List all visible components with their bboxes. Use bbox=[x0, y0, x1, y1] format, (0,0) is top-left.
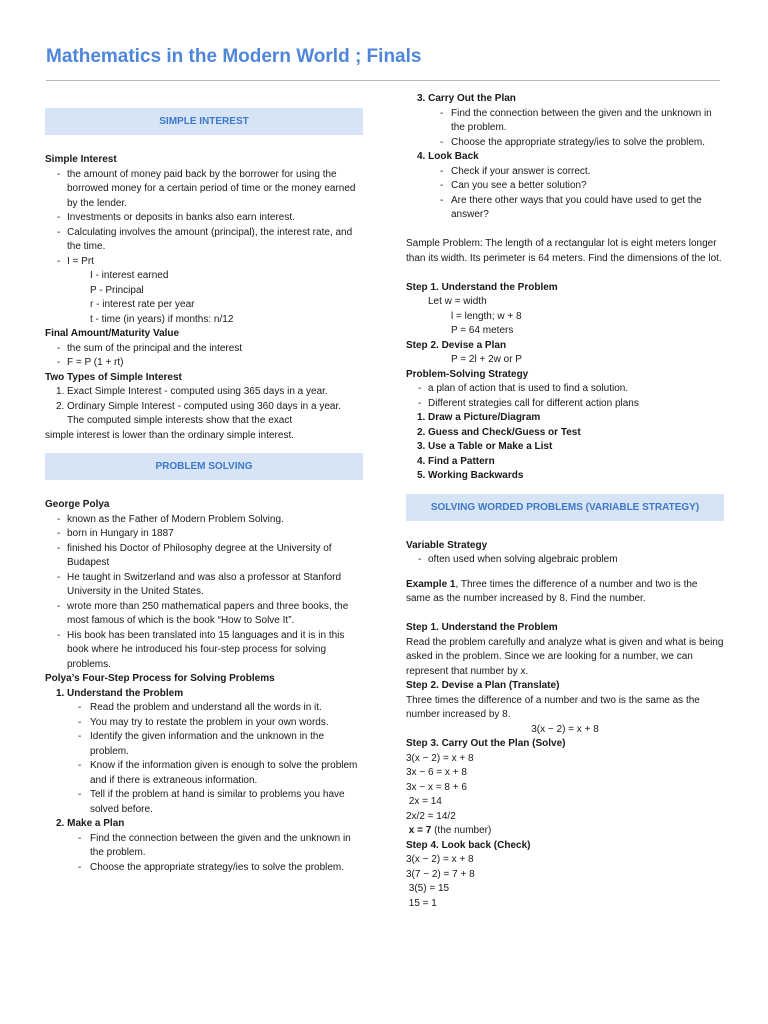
step-3-label: 3. Carry Out the Plan bbox=[417, 93, 516, 104]
list-item: - born in Hungary in 1887 bbox=[45, 527, 363, 542]
types-note: The computed simple interests show that the exact bbox=[67, 415, 293, 426]
simple-interest-heading: Simple Interest bbox=[45, 154, 117, 165]
strategy-text: Working Backwards bbox=[428, 470, 524, 481]
page-title: Mathematics in the Modern World ; Finals bbox=[46, 46, 422, 67]
let-line: P = 64 meters bbox=[451, 325, 514, 336]
list-item: - wrote more than 250 mathematical papers and three books, the most famous of which is the book “How to Solve It”. bbox=[45, 600, 363, 629]
answer-value: x = 7 bbox=[406, 825, 432, 836]
banner-simple-interest: SIMPLE INTEREST bbox=[45, 108, 363, 135]
banner-worded-problems: SOLVING WORDED PROBLEMS (VARIABLE STRATEGY) bbox=[406, 494, 724, 521]
list-item: - Choose the appropriate strategy/ies to solve the problem. bbox=[45, 861, 363, 876]
list-item: 1. Exact Simple Interest - computed using 365 days in a year. bbox=[56, 386, 328, 397]
list-item: - the sum of the principal and the interest bbox=[45, 342, 363, 357]
step-4-label: 4. Look Back bbox=[417, 151, 479, 162]
list-item: - a plan of action that is used to find a solution. bbox=[406, 382, 724, 397]
strategy-text: Draw a Picture/Diagram bbox=[428, 412, 541, 423]
list-item: - He taught in Switzerland and was also a professor at Stanford University in the United States. bbox=[45, 571, 363, 600]
check-line: 15 = 1 bbox=[406, 897, 437, 909]
list-item: - Choose the appropriate strategy/ies to solve the problem. bbox=[406, 136, 724, 151]
list-item: - Different strategies call for different action plans bbox=[406, 397, 724, 412]
example-label: Example 1 bbox=[406, 578, 456, 590]
example-text: , Three times the difference of a number and two is the same as the number increased by 8. Find the number. bbox=[406, 578, 698, 604]
solve-line: 3(x − 2) = x + 8 bbox=[406, 752, 474, 764]
list-item: - known as the Father of Modern Problem Solving. bbox=[45, 513, 363, 528]
check-line: 3(7 − 2) = 7 + 8 bbox=[406, 868, 475, 880]
list-item: 2. Ordinary Simple Interest - computed using 360 days in a year. bbox=[56, 400, 342, 412]
strategy-heading: Problem-Solving Strategy bbox=[406, 368, 529, 380]
list-item: - Can you see a better solution? bbox=[406, 179, 724, 194]
step-1-label: 1. Understand the Problem bbox=[56, 687, 184, 699]
right-column bbox=[406, 92, 724, 911]
step-2-heading: Step 2. Devise a Plan bbox=[406, 339, 507, 351]
variable-strategy-heading: Variable Strategy bbox=[406, 539, 488, 551]
strategy-item: 2. Guess and Check/Guess or Test bbox=[417, 426, 581, 438]
strategy-item: 4. Find a Pattern bbox=[417, 455, 495, 467]
worded-step-2-equation: 3(x − 2) = x + 8 bbox=[531, 723, 599, 735]
list-item: - Calculating involves the amount (principal), the interest rate, and the time. bbox=[45, 226, 363, 255]
answer-note: (the number) bbox=[431, 825, 492, 836]
worded-step-3-heading: Step 3. Carry Out the Plan (Solve) bbox=[406, 738, 566, 749]
worded-step-2-text: Three times the difference of a number and two is the same as the number increased by 8. bbox=[406, 694, 700, 720]
sample-problem: Sample Problem: The length of a rectangular lot is eight meters longer than its width. Its perimeter is 64 meters. Find the dimensions of the lot. bbox=[406, 238, 722, 264]
banner-problem-solving: PROBLEM SOLVING bbox=[45, 453, 363, 480]
example-1 bbox=[406, 578, 724, 607]
list-item: - Read the problem and understand all the words in it. bbox=[45, 701, 363, 716]
type-text: Ordinary Simple Interest - computed using 360 days in a year. bbox=[67, 400, 342, 412]
prt-variable: t - time (in years) if months: n/12 bbox=[90, 313, 234, 325]
title-divider bbox=[46, 80, 720, 81]
list-item: - Investments or deposits in banks also earn interest. bbox=[45, 211, 363, 226]
list-item: - You may try to restate the problem in your own words. bbox=[45, 716, 363, 731]
worded-step-2-heading: Step 2. Devise a Plan (Translate) bbox=[406, 680, 560, 691]
prt-variable: I - interest earned bbox=[90, 270, 169, 281]
prt-variable: r - interest rate per year bbox=[90, 299, 195, 310]
worded-step-4-heading: Step 4. Look back (Check) bbox=[406, 839, 531, 851]
list-item: - Tell if the problem at hand is similar to problems you have solved before. bbox=[45, 788, 363, 817]
solve-answer bbox=[406, 824, 724, 839]
list-item: - Check if your answer is correct. bbox=[406, 165, 724, 180]
final-amount-heading: Final Amount/Maturity Value bbox=[45, 328, 180, 339]
check-line: 3(5) = 15 bbox=[406, 883, 450, 894]
four-step-heading: Polya’s Four-Step Process for Solving Problems bbox=[45, 673, 275, 684]
solve-line: 3x − x = 8 + 6 bbox=[406, 781, 467, 793]
worded-step-1-text: Read the problem carefully and analyze what is given and what is being asked in the problem. Since we are looking for a number, we can represent that number by x. bbox=[406, 636, 724, 677]
list-item: - Identify the given information and the unknown in the problem. bbox=[45, 730, 363, 759]
types-note: simple interest is lower than the ordinary simple interest. bbox=[45, 429, 294, 441]
list-item: - Find the connection between the given and the unknown in the problem. bbox=[406, 107, 724, 136]
prt-variable: P - Principal bbox=[90, 284, 144, 296]
check-line: 3(x − 2) = x + 8 bbox=[406, 854, 474, 865]
list-item: - His book has been translated into 15 languages and it is in this book where he introduced his four-step process for solving problems. bbox=[45, 629, 363, 673]
types-heading: Two Types of Simple Interest bbox=[45, 371, 182, 383]
let-line: Let w = width bbox=[428, 296, 487, 307]
strategy-item: 3. Use a Table or Make a List bbox=[417, 441, 553, 452]
type-text: Exact Simple Interest - computed using 365 days in a year. bbox=[67, 386, 328, 397]
worded-step-1-heading: Step 1. Understand the Problem bbox=[406, 622, 558, 633]
let-line: l = length; w + 8 bbox=[451, 310, 522, 322]
list-item: - often used when solving algebraic problem bbox=[406, 553, 724, 568]
list-item: - finished his Doctor of Philosophy degree at the University of Budapest bbox=[45, 542, 363, 571]
strategy-item: 5. Working Backwards bbox=[417, 470, 524, 481]
list-item: - Are there other ways that you could have used to get the answer? bbox=[406, 194, 724, 223]
strategy-item: 1. Draw a Picture/Diagram bbox=[417, 412, 541, 423]
solve-line: 3x − 6 = x + 8 bbox=[406, 767, 467, 778]
list-item: - Find the connection between the given and the unknown in the problem. bbox=[45, 832, 363, 861]
solve-line: 2x/2 = 14/2 bbox=[406, 810, 456, 822]
equation: P = 2l + 2w or P bbox=[451, 354, 522, 365]
step-1-text: Understand the Problem bbox=[67, 687, 184, 699]
strategy-text: Use a Table or Make a List bbox=[428, 441, 553, 452]
step-1-heading: Step 1. Understand the Problem bbox=[406, 281, 558, 293]
polya-heading: George Polya bbox=[45, 499, 110, 510]
list-item: - the amount of money paid back by the borrower for using the borrowed money for a certain period of time or the money earned by the lender. bbox=[45, 168, 363, 212]
list-item: - F = P (1 + rt) bbox=[45, 356, 363, 371]
step-2-label: 2. Make a Plan bbox=[56, 818, 125, 829]
list-item: - Know if the information given is enough to solve the problem and if there is extraneous information. bbox=[45, 759, 363, 788]
list-item: - I = Prt bbox=[45, 255, 363, 270]
strategy-text: Guess and Check/Guess or Test bbox=[428, 426, 581, 438]
solve-line: 2x = 14 bbox=[406, 796, 442, 807]
left-column bbox=[45, 108, 363, 875]
strategy-text: Find a Pattern bbox=[428, 455, 495, 467]
